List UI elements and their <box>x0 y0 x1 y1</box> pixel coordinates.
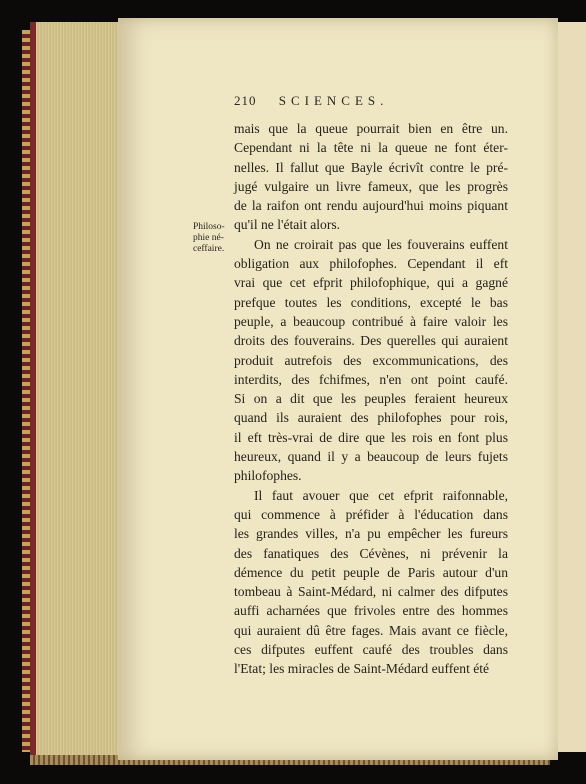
text-line: vrai que cet efprit philofophique, qui a gagné <box>234 275 508 291</box>
page-number: 210 <box>234 93 257 108</box>
text-line: jugé vulgaire un livre fameux, que les progrès <box>234 178 508 194</box>
margin-note-line: phie né- <box>193 233 224 243</box>
text-line: il eft très-vrai de dire que les rois en font plus <box>234 429 508 445</box>
text-line: quand ils auraient des philofophes pour rois, <box>234 410 508 426</box>
text-line: Cependant ni la tête ni la queue ne font éter- <box>234 140 508 156</box>
paragraph <box>234 486 508 679</box>
text-line: ces difputes euffent caufé des troubles dans <box>234 642 508 658</box>
text-line: qui auraient dû être fages. Mais avant ce fiècle, <box>234 622 508 638</box>
text-line: auffi acharnées que frivoles entre des hommes <box>234 603 508 619</box>
text-line: nelles. Il fallut que Bayle écrivît contre le pré- <box>234 159 508 175</box>
text-line: démence du petit peuple de Paris autour d'un <box>234 564 508 580</box>
text-line: droits des fouverains. Des querelles qui auraient <box>234 333 508 349</box>
text-line: mais que la queue pourrait bien en être un. <box>234 121 508 136</box>
margin-note-line: ceffaire. <box>193 244 225 254</box>
running-header <box>234 93 434 109</box>
text-line: produit autrefois des excommunications, des <box>234 352 508 368</box>
running-title: SCIENCES. <box>278 93 389 108</box>
text-line: tombeau à Saint-Médard, ni calmer des difputes <box>234 584 508 600</box>
text-line: l'Etat; les miracles de Saint-Médard euffent été <box>234 661 490 677</box>
margin-note <box>193 222 235 255</box>
text-line: des fanatiques des Cévènes, ni prévenir la <box>234 545 508 561</box>
text-line: Il faut avouer que cet efprit raifonnable, <box>254 487 508 503</box>
text-line: obligation aux philofophes. Cependant il eft <box>234 256 508 272</box>
text-line: peuple, a beaucoup contribué à faire valoir les <box>234 313 508 329</box>
paragraph <box>234 119 508 235</box>
text-line: heureux, quand il y a beaucoup de leurs fujets <box>234 449 508 465</box>
margin-note-line: Philoso- <box>193 222 225 232</box>
text-line: de la raifon ont rendu aujourd'hui moins piquant <box>234 198 508 214</box>
text-line: interdits, des fchifmes, n'en ont point caufé. <box>234 371 508 387</box>
text-line: qui commence à préfider à l'éducation dans <box>234 506 508 522</box>
page-edges <box>30 22 120 764</box>
paragraph <box>234 235 508 486</box>
text-line: philofophes. <box>234 468 302 484</box>
text-line: Si on a dit que les peuples feraient heureux <box>234 391 508 407</box>
body-text <box>234 119 508 679</box>
text-line: On ne croirait pas que les fouverains euffent <box>254 236 508 252</box>
text-line: qu'il ne l'était alors. <box>234 217 341 233</box>
facing-page-edge <box>556 22 586 752</box>
text-line: prefque toutes les conditions, excepté le bas <box>234 294 508 310</box>
text-line: les grandes villes, n'a pu empêcher les fureurs <box>234 526 508 542</box>
